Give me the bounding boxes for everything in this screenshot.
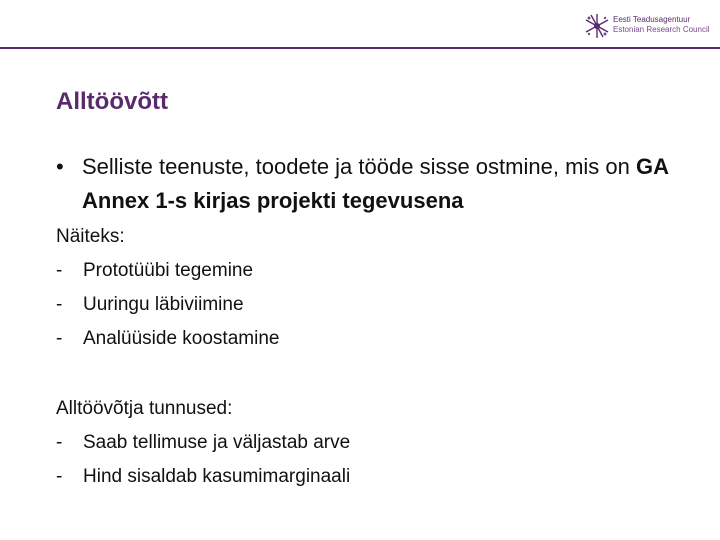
- list-item: [56, 460, 676, 494]
- main-bullet: [56, 150, 696, 218]
- logo-line-1: Eesti Teadusagentuur: [613, 15, 691, 24]
- list-item-text: Analüüside koostamine: [83, 328, 280, 349]
- dash-marker: -: [56, 260, 63, 281]
- features-section: [56, 392, 676, 494]
- list-item-text: Prototüübi tegemine: [83, 260, 254, 281]
- bullet-text-regular: Selliste teenuste, toodete ja tööde sisse ostmine, mis on: [82, 154, 636, 179]
- star-logo-icon: [583, 12, 611, 40]
- bullet-text-bold: GA Annex 1-s kirjas projekti tegevusena: [82, 154, 669, 213]
- list-item: [56, 254, 676, 288]
- list-item: [56, 288, 676, 322]
- examples-label: Näiteks:: [56, 226, 125, 247]
- logo-text: [613, 15, 710, 35]
- dash-marker: -: [56, 432, 63, 453]
- list-item-text: Saab tellimuse ja väljastab arve: [83, 432, 351, 453]
- dash-marker: -: [56, 466, 63, 487]
- list-item-text: Hind sisaldab kasumimarginaali: [83, 466, 351, 487]
- logo-line-2: Estonian Research Council: [613, 25, 710, 34]
- list-item: [56, 322, 676, 356]
- dash-marker: -: [56, 328, 63, 349]
- bullet-dot: •: [56, 154, 64, 179]
- slide-title: Alltöövõtt: [56, 88, 168, 115]
- bullet-text: [82, 150, 696, 218]
- list-item: [56, 426, 676, 460]
- features-label: Alltöövõtja tunnused:: [56, 398, 233, 419]
- dash-marker: -: [56, 294, 63, 315]
- list-item-text: Uuringu läbiviimine: [83, 294, 244, 315]
- etag-logo: [583, 10, 713, 42]
- header-divider: [0, 47, 720, 49]
- examples-section: [56, 220, 676, 356]
